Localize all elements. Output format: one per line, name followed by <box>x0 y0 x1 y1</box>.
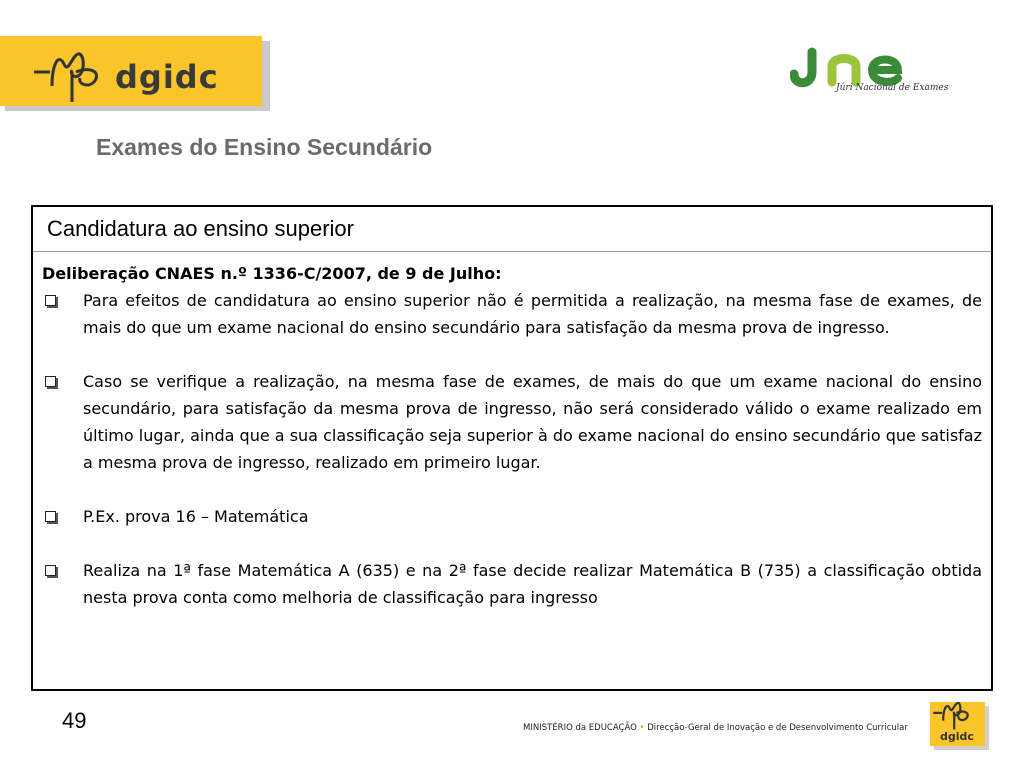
checkbox-bullet-icon <box>45 295 56 306</box>
list-item-text: Realiza na 1ª fase Matemática A (635) e na 2ª fase decide realizar Matemática B (735) a classificação obtida nesta prova conta como melhoria de classificação para ingresso <box>83 561 982 607</box>
content-box <box>31 205 993 691</box>
me-monogram-icon <box>28 42 108 106</box>
footer-me-monogram-icon <box>930 696 974 732</box>
footer-ministry-line <box>523 723 908 733</box>
list-item <box>42 368 982 476</box>
logo-shadow <box>262 41 270 111</box>
checkbox-bullet-icon <box>45 565 56 576</box>
ministry-name: MINISTÉRIO da EDUCAÇÃO <box>523 723 637 733</box>
deliberation-reference: Deliberação CNAES n.º 1336-C/2007, de 9 de Julho: <box>42 264 502 283</box>
bullet-list <box>42 287 982 611</box>
directorate-name: Direcção-Geral de Inovação e de Desenvolvimento Curricular <box>647 723 908 733</box>
page-title: Exames do Ensino Secundário <box>96 134 433 160</box>
list-item <box>42 287 982 341</box>
list-item-text: Para efeitos de candidatura ao ensino superior não é permitida a realização, na mesma fase de exames, de mais do que um exame nacional do ensino secundário para satisfação da mesma prova de ingresso. <box>83 291 982 337</box>
jne-subtitle: Júri Nacional de Exames <box>836 83 949 93</box>
list-item <box>42 503 982 530</box>
slide-number: 49 <box>62 708 87 733</box>
footer-logo-text: dgidc <box>940 730 974 743</box>
box-heading: Candidatura ao ensino superior <box>33 207 991 252</box>
list-item <box>42 557 982 611</box>
checkbox-bullet-icon <box>45 376 56 387</box>
dgidc-logo-text: dgidc <box>115 58 219 96</box>
logo-shadow-bottom <box>5 106 270 111</box>
box-body <box>33 252 991 611</box>
footer-separator: • <box>639 723 645 733</box>
checkbox-bullet-icon <box>45 511 56 522</box>
list-item-text: Caso se verifique a realização, na mesma fase de exames, de mais do que um exame nacional do ensino secundário, para satisfação da mesma prova de ingresso, não será considerado válido o exame realizado em último lugar, ainda que a sua classificação seja superior à do exame nacional do ensino secundário que satisfaz a mesma prova de ingresso, realizado em primeiro lugar. <box>83 372 982 472</box>
list-item-text: P.Ex. prova 16 – Matemática <box>83 507 309 526</box>
